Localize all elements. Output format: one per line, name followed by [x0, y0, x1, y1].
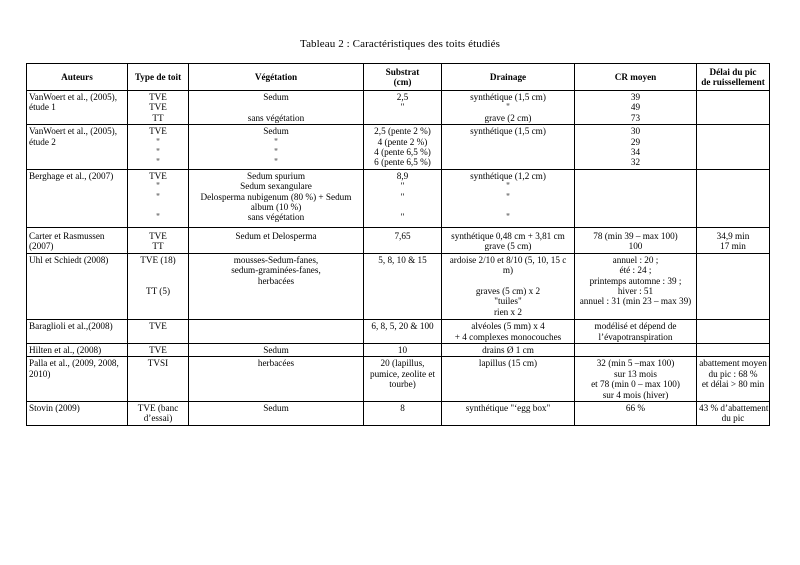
cell-line: TVSI	[147, 358, 169, 369]
cell-substrat	[364, 401, 442, 425]
cell-line: étude 2	[29, 136, 56, 147]
cell-drainage	[442, 253, 575, 319]
table-row	[27, 357, 770, 402]
cell-line: 30	[630, 126, 641, 137]
cell-vegetation	[189, 125, 364, 170]
cell-cr	[575, 125, 697, 170]
cell-vegetation	[189, 401, 364, 425]
cell-line: TT (5)	[145, 285, 171, 296]
cell-line: annuel : 31 (min 23 – max 39)	[579, 296, 692, 307]
cell-line: du pic : 68 %	[708, 368, 758, 379]
cell-cr	[575, 253, 697, 319]
cell-line: m)	[502, 265, 514, 276]
cell-line: pumice, zeolite et	[369, 368, 436, 379]
cell-line: 32	[630, 157, 641, 168]
cell-line: tourbe)	[389, 379, 416, 390]
cell-type	[128, 253, 189, 319]
cell-delai	[697, 125, 770, 170]
cell-line: rien x 2	[493, 306, 523, 317]
cell-substrat	[364, 91, 442, 125]
header-type: Type de toit	[128, 64, 189, 91]
cell-line: sur 13 mois	[614, 368, 657, 379]
cell-drainage	[442, 91, 575, 125]
cell-line: 4 (pente 6,5 %)	[374, 147, 431, 158]
cell-line: 6, 8, 5, 20 & 100	[371, 321, 434, 332]
cell-line: "	[506, 191, 510, 202]
cell-line: Stovin (2009)	[29, 402, 80, 413]
header-delai	[697, 64, 770, 91]
cell-line: 66 %	[625, 402, 646, 413]
cell-auteur	[27, 401, 128, 425]
cell-drainage	[442, 343, 575, 356]
cell-delai	[697, 401, 770, 425]
cell-delai	[697, 320, 770, 344]
cell-line: (2007)	[29, 241, 54, 252]
cell-line: Sedum et Delosperma	[235, 230, 317, 241]
cell-cr	[575, 91, 697, 125]
cell-line: "tuiles"	[494, 296, 522, 307]
cell-vegetation	[189, 169, 364, 227]
cell-line: TVE	[149, 344, 167, 355]
cell-line: drains Ø 1 cm	[482, 344, 534, 355]
cell-line: TT	[152, 112, 164, 123]
cell-line: TVE	[149, 321, 167, 332]
cell-auteur	[27, 253, 128, 319]
cell-drainage	[442, 125, 575, 170]
table-row	[27, 91, 770, 125]
cell-cr	[575, 343, 697, 356]
cell-line: Sedum	[263, 344, 289, 355]
cell-substrat	[364, 343, 442, 356]
header-delai-line1: Délai du pic	[709, 66, 757, 77]
cell-line: 10	[397, 344, 408, 355]
cell-line: 100	[628, 241, 643, 252]
cell-line: modélisé et dépend de	[594, 321, 677, 332]
cell-line: + 4 complexes monocouches	[454, 331, 562, 342]
cell-auteur	[27, 320, 128, 344]
cell-line: "	[506, 212, 510, 223]
cell-line: 29	[630, 136, 641, 147]
cell-line: ardoise 2/10 et 8/10 (5, 10, 15 c	[449, 254, 567, 265]
cell-drainage	[442, 320, 575, 344]
table-row	[27, 343, 770, 356]
cell-line: annuel : 20 ;	[612, 254, 659, 265]
cell-line: synthétique "‘egg box"	[465, 402, 551, 413]
cell-line: "	[156, 136, 160, 147]
header-substrat-line1: Substrat	[385, 66, 420, 77]
table-row	[27, 227, 770, 253]
cell-line: hiver : 51	[617, 285, 654, 296]
cell-type	[128, 320, 189, 344]
cell-line: Carter et Rasmussen	[29, 230, 105, 241]
cell-type	[128, 401, 189, 425]
cell-line: 32 (min 5 –max 100)	[596, 358, 675, 369]
cell-line: synthétique (1,5 cm)	[470, 126, 546, 137]
header-row	[27, 64, 770, 91]
cell-auteur	[27, 227, 128, 253]
cell-line: "	[274, 147, 278, 158]
cell-substrat	[364, 357, 442, 402]
cell-type	[128, 91, 189, 125]
cell-line: synthétique (1,2 cm)	[470, 170, 546, 181]
cell-line: Sedum sexangulare	[240, 181, 312, 192]
cell-line: "	[156, 181, 160, 192]
cell-line	[130, 275, 186, 285]
cell-line: 8	[400, 402, 405, 413]
characteristics-table	[26, 63, 770, 426]
cell-line: herbacées	[257, 275, 295, 286]
cell-line: "	[400, 212, 405, 223]
cell-line: abattement moyen	[699, 358, 767, 369]
cell-line: 73	[630, 112, 641, 123]
cell-line: Sedum	[263, 402, 289, 413]
cell-line	[130, 202, 186, 212]
cell-line: et délai > 80 min	[701, 379, 765, 390]
cell-line: 34	[630, 147, 641, 158]
table-caption: Tableau 2 : Caractéristiques des toits étudiés	[300, 38, 500, 50]
cell-substrat	[364, 320, 442, 344]
header-auteurs: Auteurs	[27, 64, 128, 91]
cell-line: "	[274, 157, 278, 168]
cell-line: "	[156, 157, 160, 168]
cell-line: synthétique 0,48 cm + 3,81 cm	[451, 230, 565, 241]
cell-line: TVE (18)	[140, 254, 176, 265]
cell-line: "	[506, 102, 510, 113]
table-body	[27, 91, 770, 426]
cell-delai	[697, 169, 770, 227]
cell-line: l’évapotranspiration	[598, 331, 673, 342]
cell-line: Delosperma nubigenum (80 %) + Sedum	[200, 191, 352, 202]
cell-line: grave (5 cm)	[484, 241, 532, 252]
cell-line: "	[400, 102, 405, 113]
cell-line: VanWoert et al., (2005),	[29, 92, 118, 102]
cell-line: 34,9 min	[716, 230, 750, 241]
cell-line: 17 min	[720, 241, 746, 252]
cell-line: sedum-graminées-fanes,	[231, 265, 321, 276]
cell-line: 78 (min 39 – max 100)	[593, 230, 678, 241]
cell-auteur	[27, 91, 128, 125]
cell-vegetation	[189, 320, 364, 344]
header-vegetation: Végétation	[189, 64, 364, 91]
cell-cr	[575, 357, 697, 402]
cell-line: été : 24 ;	[619, 265, 652, 276]
cell-line: "	[274, 136, 278, 147]
cell-substrat	[364, 253, 442, 319]
table-row	[27, 125, 770, 170]
cell-line: et 78 (min 0 – max 100)	[591, 379, 680, 390]
cell-vegetation	[189, 343, 364, 356]
cell-line: étude 1	[29, 102, 56, 113]
cell-line: Baraglioli et al.,(2008)	[29, 321, 113, 332]
table-row	[27, 253, 770, 319]
cell-line: 6 (pente 6,5 %)	[374, 157, 431, 168]
cell-line: TVE	[149, 230, 167, 241]
cell-line: Berghage et al., (2007)	[29, 170, 114, 181]
cell-vegetation	[189, 91, 364, 125]
cell-line: TVE (banc	[137, 402, 179, 413]
cell-cr	[575, 227, 697, 253]
table-row	[27, 320, 770, 344]
cell-line: 43 % d’abattement	[699, 402, 769, 413]
cell-line: lapillus (15 cm)	[478, 358, 538, 369]
cell-auteur	[27, 343, 128, 356]
cell-line: "	[400, 191, 405, 202]
header-substrat-line2: (cm)	[393, 77, 412, 87]
cell-line: sur 4 mois (hiver)	[602, 389, 669, 400]
cell-line: TVE	[149, 170, 167, 181]
cell-delai	[697, 357, 770, 402]
cell-line: du pic	[721, 413, 745, 424]
cell-type	[128, 343, 189, 356]
cell-line: herbacées	[257, 358, 295, 369]
cell-line: alvéoles (5 mm) x 4	[471, 321, 545, 332]
cell-auteur	[27, 357, 128, 402]
cell-vegetation	[189, 357, 364, 402]
cell-line: "	[506, 181, 510, 192]
cell-drainage	[442, 227, 575, 253]
cell-drainage	[442, 357, 575, 402]
cell-cr	[575, 320, 697, 344]
cell-vegetation	[189, 227, 364, 253]
cell-line: TVE	[149, 126, 167, 137]
cell-line	[366, 202, 439, 212]
cell-line: d’essai)	[143, 413, 173, 424]
table-row	[27, 169, 770, 227]
cell-line: 4 (pente 2 %)	[377, 136, 428, 147]
cell-line: Sedum	[263, 126, 289, 137]
cell-line: "	[400, 181, 405, 192]
cell-line: 7,65	[394, 230, 411, 241]
cell-line	[444, 202, 572, 212]
cell-line: sans végétation	[247, 112, 305, 123]
cell-auteur	[27, 169, 128, 227]
cell-line	[191, 102, 361, 112]
cell-line	[130, 265, 186, 275]
cell-line: 20 (lapillus,	[380, 358, 425, 369]
cell-line: Sedum spurium	[247, 170, 305, 181]
header-cr: CR moyen	[575, 64, 697, 91]
cell-line: 8,9	[396, 170, 409, 181]
cell-line	[444, 276, 572, 286]
cell-line: Uhl et Schiedt (2008)	[29, 254, 109, 265]
cell-drainage	[442, 401, 575, 425]
cell-delai	[697, 227, 770, 253]
cell-type	[128, 357, 189, 402]
cell-line: grave (2 cm)	[484, 112, 532, 123]
cell-line: sans végétation	[247, 212, 305, 223]
cell-substrat	[364, 169, 442, 227]
cell-line: TT	[152, 241, 164, 252]
cell-line: synthétique (1,5 cm)	[470, 92, 546, 102]
cell-line: VanWoert et al., (2005),	[29, 126, 118, 137]
header-drainage: Drainage	[442, 64, 575, 91]
cell-line: "	[156, 147, 160, 158]
cell-line: 2,5 (pente 2 %)	[374, 126, 431, 137]
cell-line: printemps automne : 39 ;	[589, 275, 682, 286]
cell-substrat	[364, 227, 442, 253]
cell-line: "	[156, 191, 160, 202]
cell-line: TVE	[149, 102, 167, 113]
cell-type	[128, 125, 189, 170]
cell-delai	[697, 91, 770, 125]
cell-line: Palla et al., (2009, 2008,	[29, 358, 119, 369]
header-substrat	[364, 64, 442, 91]
cell-cr	[575, 401, 697, 425]
cell-cr	[575, 169, 697, 227]
cell-line: album (10 %)	[250, 202, 302, 213]
cell-line: 5, 8, 10 & 15	[378, 254, 427, 265]
cell-line: Sedum	[263, 92, 289, 102]
cell-type	[128, 227, 189, 253]
cell-line: 2010)	[29, 368, 51, 379]
cell-line: 2,5	[396, 92, 409, 102]
cell-line: TVE	[149, 92, 167, 102]
cell-line: graves (5 cm) x 2	[475, 285, 541, 296]
cell-vegetation	[189, 253, 364, 319]
cell-substrat	[364, 125, 442, 170]
cell-drainage	[442, 169, 575, 227]
cell-auteur	[27, 125, 128, 170]
cell-line: 39	[630, 92, 641, 102]
cell-type	[128, 169, 189, 227]
cell-line: 49	[630, 102, 641, 113]
cell-delai	[697, 343, 770, 356]
table-row	[27, 401, 770, 425]
cell-line: "	[156, 212, 160, 223]
header-delai-line2: de ruissellement	[701, 77, 765, 87]
cell-line: Hilten et al., (2008)	[29, 344, 102, 355]
cell-delai	[697, 253, 770, 319]
cell-line: mousses-Sedum-fanes,	[233, 254, 319, 265]
